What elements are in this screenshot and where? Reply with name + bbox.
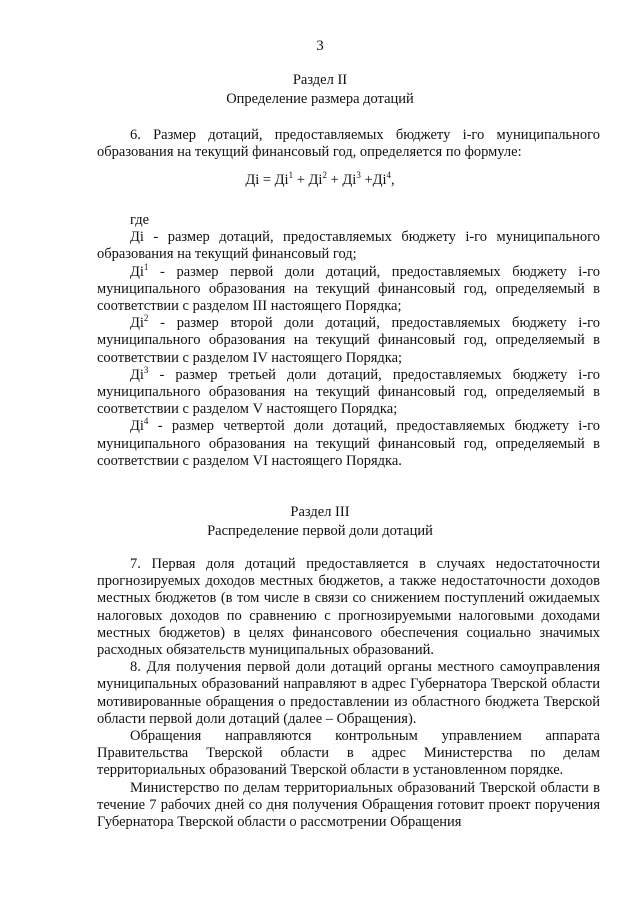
section-3-heading [0,503,640,541]
where-label: где [130,212,150,228]
definition-d2: $Дi^2$ - размер второй доли дотаций, предоставляемых бюджету i-го муниципального образования на текущий финансовый год, определяемый в соответствии с разделом IV настоящего Порядка; [97,313,600,366]
paragraph-7: 7. Первая доля дотаций предоставляется в случаях недостаточности прогнозируемых доходов местных бюджетов, а также недостаточности доходов местных бюджетов (в том числе в связи со снижением поступлений ожидаемых налоговых доходов по сравнению с прогнозируемыми налоговыми доходами местных бюджетов) в целях финансового обеспечения социально значимых расходных обязательств муниципальных образований. [97,556,600,659]
paragraph-10: Министерство по делам территориальных образований Тверской области в течение 7 рабочих дней со дня получения Обращения готовит проект поручения Губернатора Тверской области о рассмотрении Обращения [97,779,600,831]
definition-d0: Дi - размер дотаций, предоставляемых бюджету i-го муниципального образования на текущий финансовый год; [97,229,600,263]
section-2-title: Раздел II [292,72,348,88]
definition-d1: $Дi^1$ - размер первой доли дотаций, предоставляемых бюджету i-го муниципального образования на текущий финансовый год, определяемый в соответствии с разделом III настоящего Порядка; [97,261,600,315]
paragraph-8: 8. Для получения первой доли дотаций органы местного самоуправления муниципальных образований направляют в адрес Губернатора Тверской области мотивированные обращения о предоставлении из областного бюджета Тверской области первой доли дотаций (далее – Обращения). [97,659,600,727]
formula: Дi = $Дi^1 + Дi^2 + Дi^3 +Дi^4$, [245,170,395,188]
definitions [97,212,600,470]
page-number: 3 [316,38,324,54]
paragraph-6-text: 6. Размер дотаций, предоставляемых бюджету i-го муниципального образования на текущий финансовый год, определяется по формуле: [97,127,600,161]
section-3-title: Раздел III [290,504,350,520]
paragraph-6 [97,127,600,161]
section-2-heading [0,71,640,109]
section-3-body [97,556,600,831]
paragraph-9: Обращения направляются контрольным управлением аппарата Правительства Тверской области в адрес Министерства по делам территориальных образований Тверской области в установленном порядке. [97,728,600,779]
definition-d3: $Дi^3$ - размер третьей доли дотаций, предоставляемых бюджету i-го муниципального образования на текущий финансовый год, определяемый в соответствии с разделом V настоящего Порядка; [97,364,600,418]
section-3-subtitle: Распределение первой доли дотаций [207,523,433,539]
section-2-subtitle: Определение размера дотаций [226,91,414,107]
definition-d4: $Дi^4$ - размер четвертой доли дотаций, предоставляемых бюджету i-го муниципального образования на текущий финансовый год, определяемый в соответствии с разделом VI настоящего Порядка. [97,416,600,469]
